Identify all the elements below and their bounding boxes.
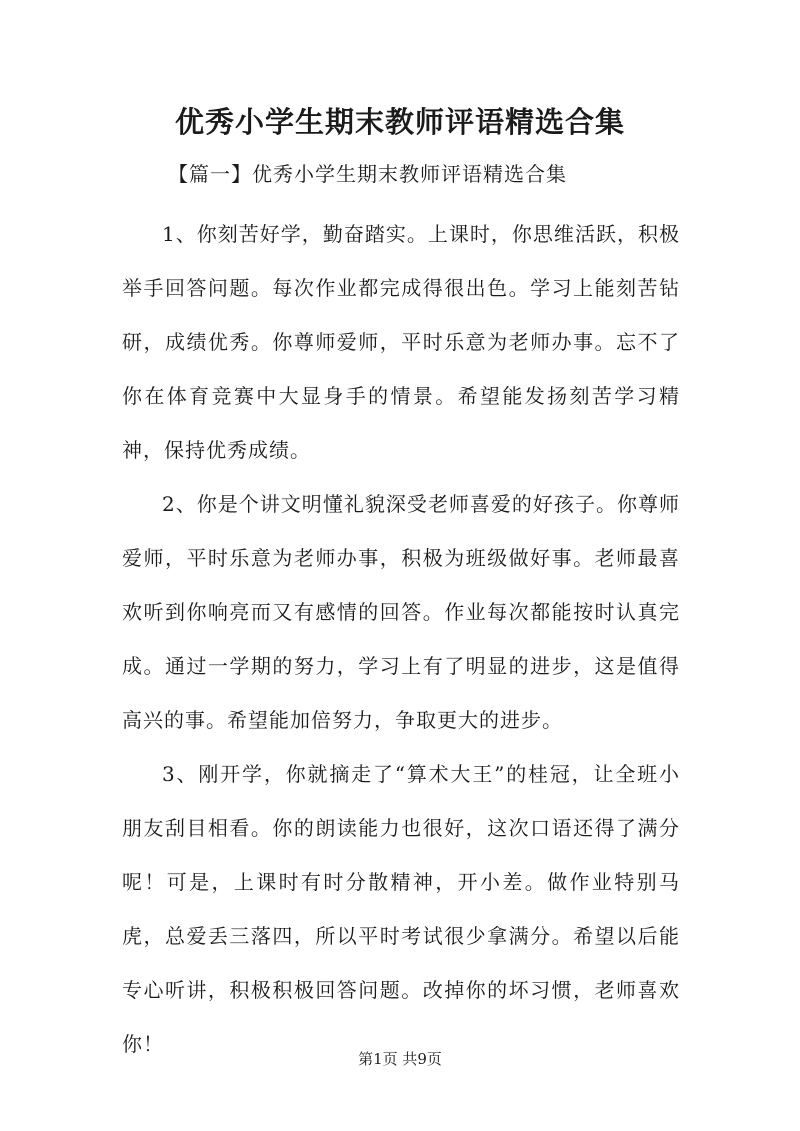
paragraph-1: 1、你刻苦好学，勤奋踏实。上课时，你思维活跃，积极举手回答问题。每次作业都完成得很出色。学习上能刻苦钻研，成绩优秀。你尊师爱师，平时乐意为老师办事。忘不了你在体育竞赛中大显身手的情景。希望能发扬刻苦学习精神，保持优秀成绩。 [122, 222, 680, 462]
paragraph-2: 2、你是个讲文明懂礼貌深受老师喜爱的好孩子。你尊师爱师，平时乐意为老师办事，积极为班级做好事。老师最喜欢听到你响亮而又有感情的回答。作业每次都能按时认真完成。通过一学期的努力，学习上有了明显的进步，这是值得高兴的事。希望能加倍努力，争取更大的进步。 [122, 492, 680, 732]
page-footer: 第1页 共9页 [358, 1050, 442, 1068]
document-body [122, 207, 680, 1071]
document-title: 优秀小学生期末教师评语精选合集 [174, 105, 625, 139]
section-heading: 【篇一】优秀小学生期末教师评语精选合集 [168, 162, 567, 186]
paragraph-3: 3、刚开学，你就摘走了“算术大王”的桂冠，让全班小朋友刮目相看。你的朗读能力也很好，这次口语还得了满分呢！可是，上课时有时分散精神，开小差。做作业特别马虎，总爱丢三落四，所以平时考试很少拿满分。希望以后能专心听讲，积极积极回答问题。改掉你的坏习惯，老师喜欢你！ [122, 762, 680, 1056]
